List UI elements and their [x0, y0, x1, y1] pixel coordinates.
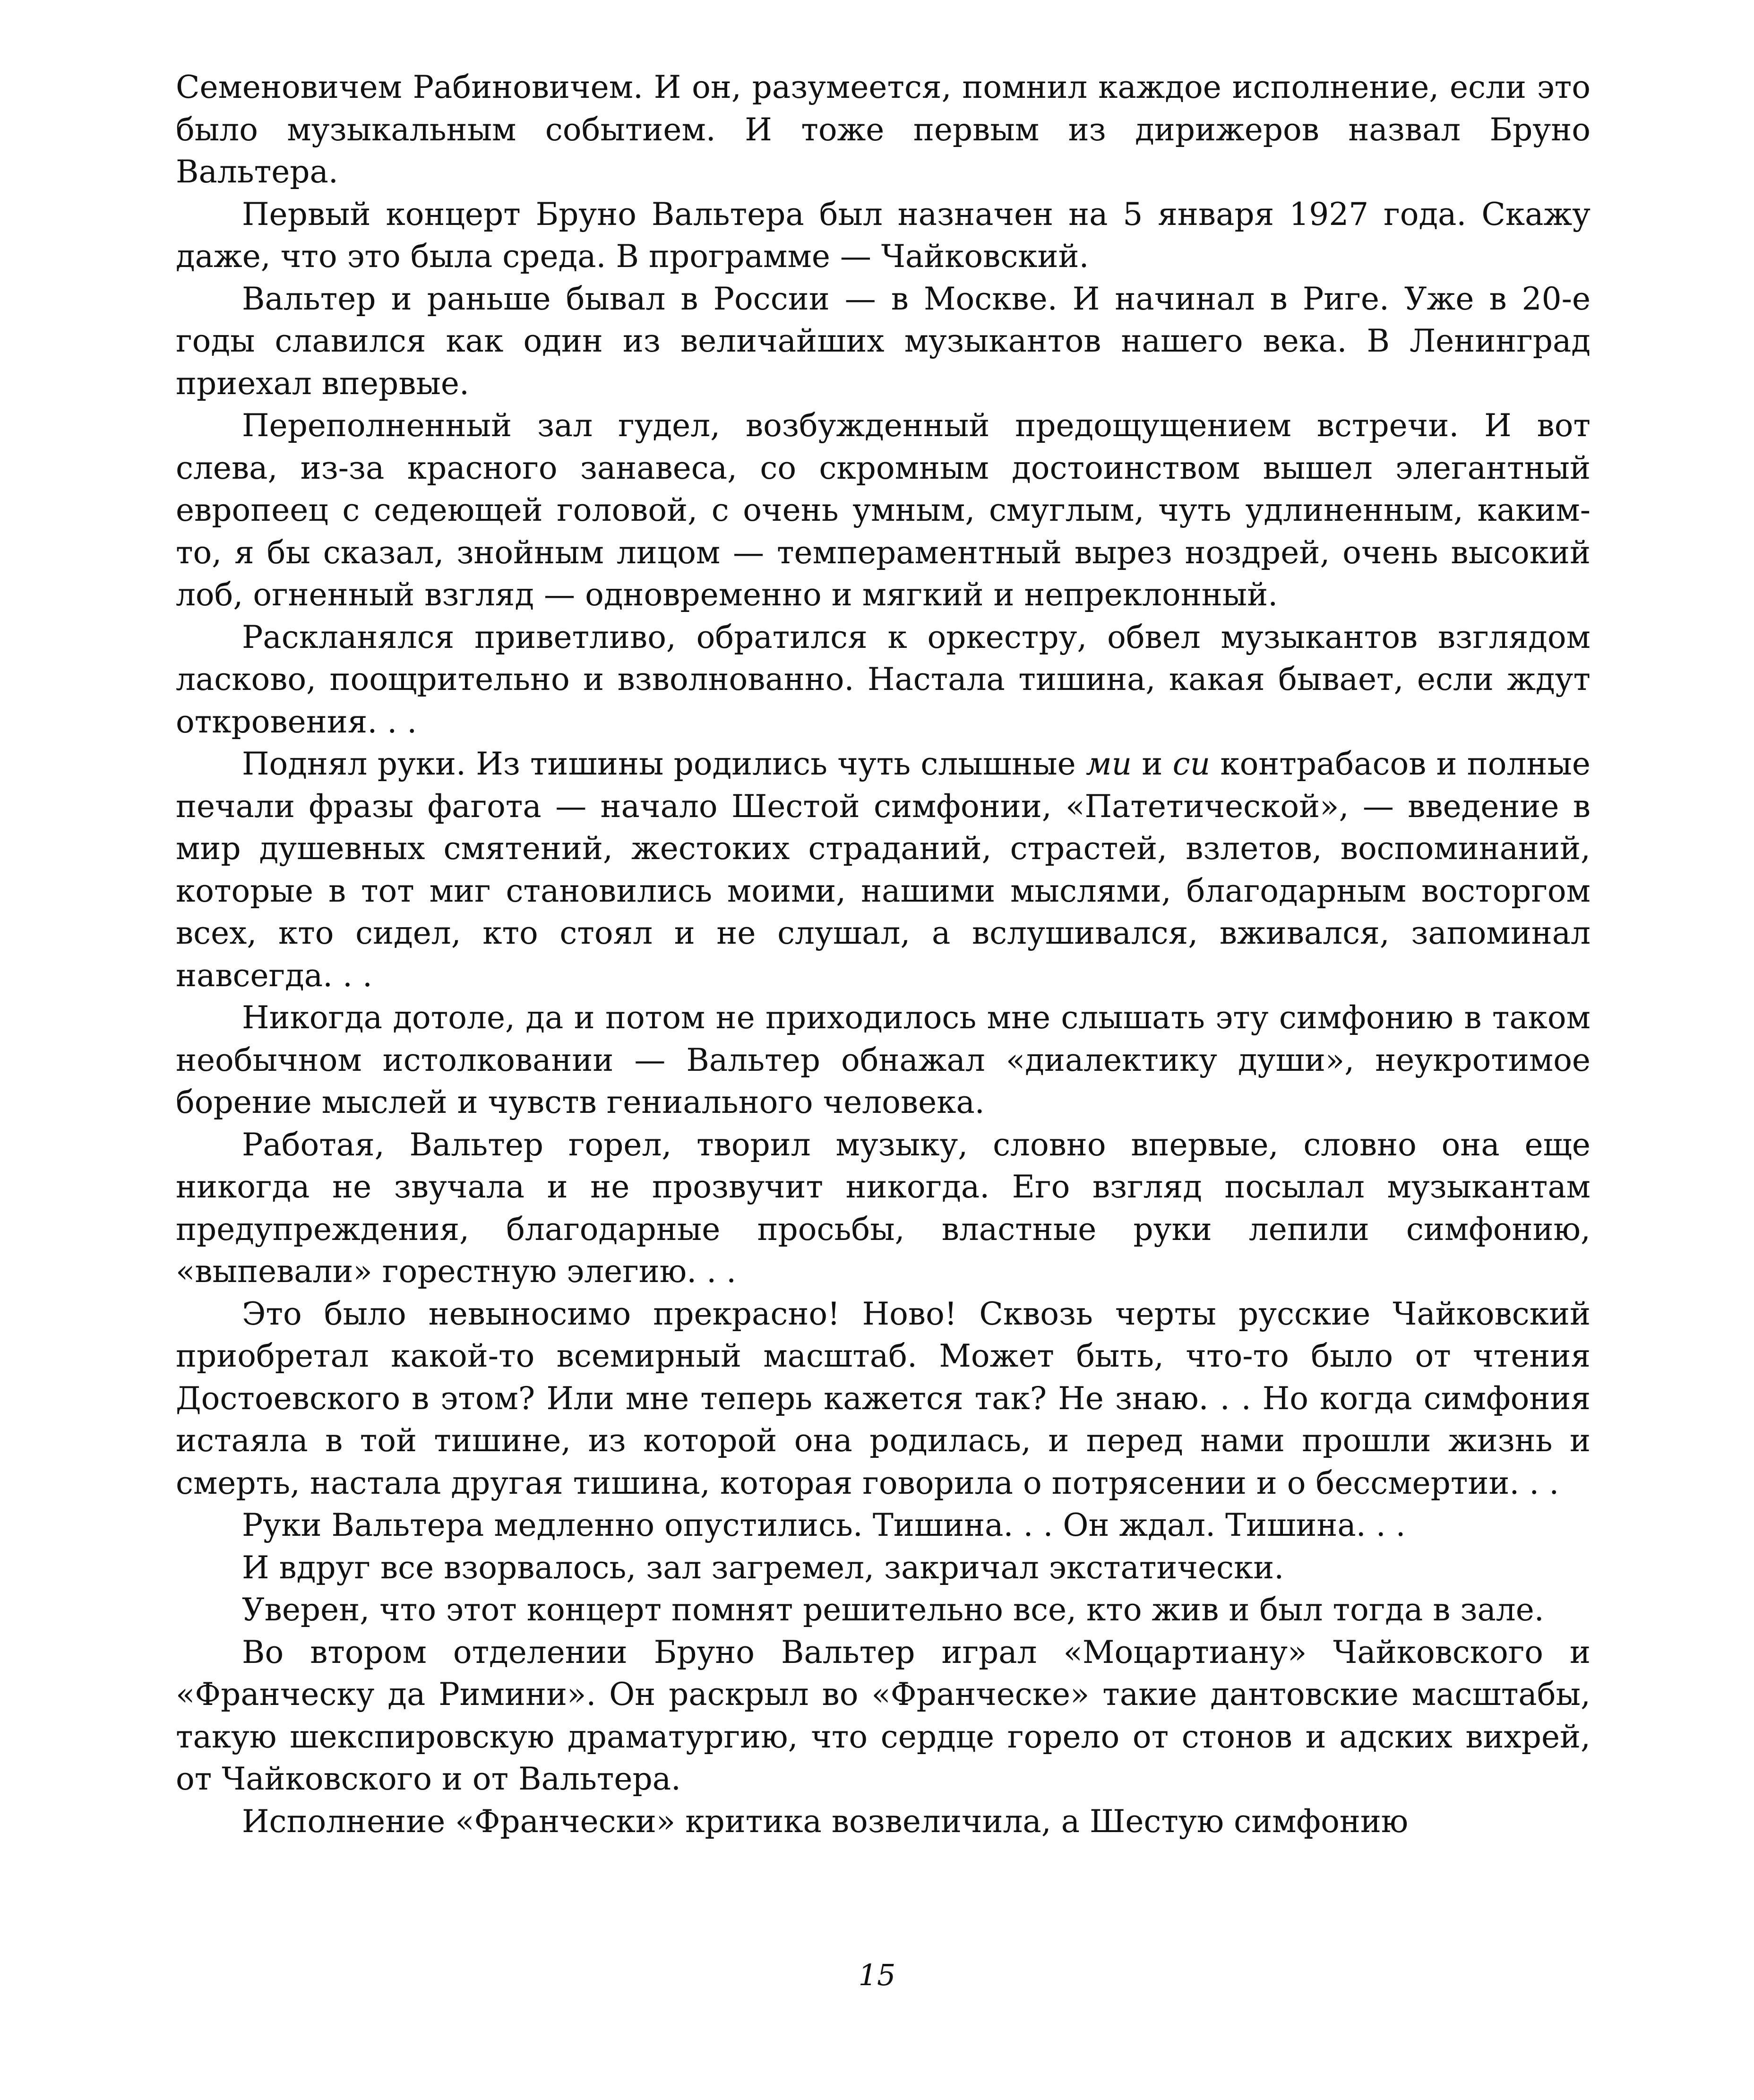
paragraph: Переполненный зал гудел, возбужденный предощущением встречи. И вот слева, из-за красного занавеса, со скромным достоинством вышел элегантный европеец с седеющей головой, с очень умным, смуглым, чуть удлиненным, каким-то, я бы сказал, знойным лицом — темпераментный вырез ноздрей, очень высокий лоб, огненный взгляд — одновременно и мягкий и непреклонный. [176, 407, 1591, 613]
paragraph: Руки Вальтера медленно опустились. Тишина. . . Он ждал. Тишина. . . [242, 1507, 1406, 1543]
paragraph [176, 743, 1591, 997]
paragraph: Семеновичем Рабиновичем. И он, разумеется, помнил каждое исполнение, если это было музыкальным событием. И тоже первым из дирижеров назвал Бруно Вальтера. [176, 69, 1591, 190]
paragraph: Во втором отделении Бруно Вальтер играл «Моцартиану» Чайковского и «Франческу да Римини». Он раскрыл во «Франческе» такие дантовские масштабы, такую шекспировскую драматургию, что сердце горело от стонов и адских вихрей, от Чайковского и от Вальтера. [176, 1634, 1591, 1797]
page-number: 15 [858, 1958, 896, 1992]
paragraph: Вальтер и раньше бывал в России — в Москве. И начинал в Риге. Уже в 20-е годы славился как один из величайших музыкантов нашего века. В Ленинград приехал впервые. [176, 280, 1591, 402]
text-run: Поднял руки. Из тишины родились чуть слышные [242, 746, 1086, 782]
italic-note-mi: ми [1085, 746, 1132, 782]
paragraph: Никогда дотоле, да и потом не приходилось мне слышать эту симфонию в таком необычном истолковании — Вальтер обнажал «диалектику души», неукротимое борение мыслей и чувств гениального человека. [176, 999, 1591, 1120]
italic-note-si: си [1172, 746, 1211, 782]
body-text [176, 66, 1591, 1842]
paragraph: И вдруг все взорвалось, зал загремел, закричал экстатически. [242, 1549, 1284, 1586]
paragraph: Исполнение «Франчески» критика возвеличила, а Шестую симфонию [242, 1803, 1409, 1840]
paragraph: Это было невыносимо прекрасно! Ново! Сквозь черты русские Чайковский приобретал какой-то всемирный масштаб. Может быть, что-то было от чтения Достоевского в этом? Или мне теперь кажется так? Не знаю. . . Но когда симфония истаяла в той тишине, из которой она родилась, и перед нами прошли жизнь и смерть, настала другая тишина, которая говорила о потрясении и о бессмертии. . . [176, 1295, 1591, 1501]
paragraph: Уверен, что этот концерт помнят решительно все, кто жив и был тогда в зале. [242, 1592, 1544, 1628]
text-run: и [1132, 746, 1173, 782]
paragraph: Работая, Вальтер горел, творил музыку, словно впервые, словно она еще никогда не звучала и не прозвучит никогда. Его взгляд посылал музыкантам предупреждения, благодарные просьбы, властные руки лепили симфонию, «выпевали» горестную элегию. . . [176, 1126, 1591, 1290]
text-run: контрабасов и полные печали фразы фагота — начало Шестой симфонии, «Патетической», — введение в мир душевных смятений, жестоких страданий, страстей, взлетов, воспоминаний, которые в тот миг становились моими, нашими мыслями, благодарным восторгом всех, кто сидел, кто стоял и не слушал, а вслушивался, вживался, запоминал навсегда. . . [176, 746, 1591, 994]
paragraph: Раскланялся приветливо, обратился к оркестру, обвел музыкантов взглядом ласково, поощрительно и взволнованно. Настала тишина, какая бывает, если ждут откровения. . . [176, 619, 1591, 740]
paragraph: Первый концерт Бруно Вальтера был назначен на 5 января 1927 года. Скажу даже, что это была среда. В программе — Чайковский. [176, 196, 1591, 275]
